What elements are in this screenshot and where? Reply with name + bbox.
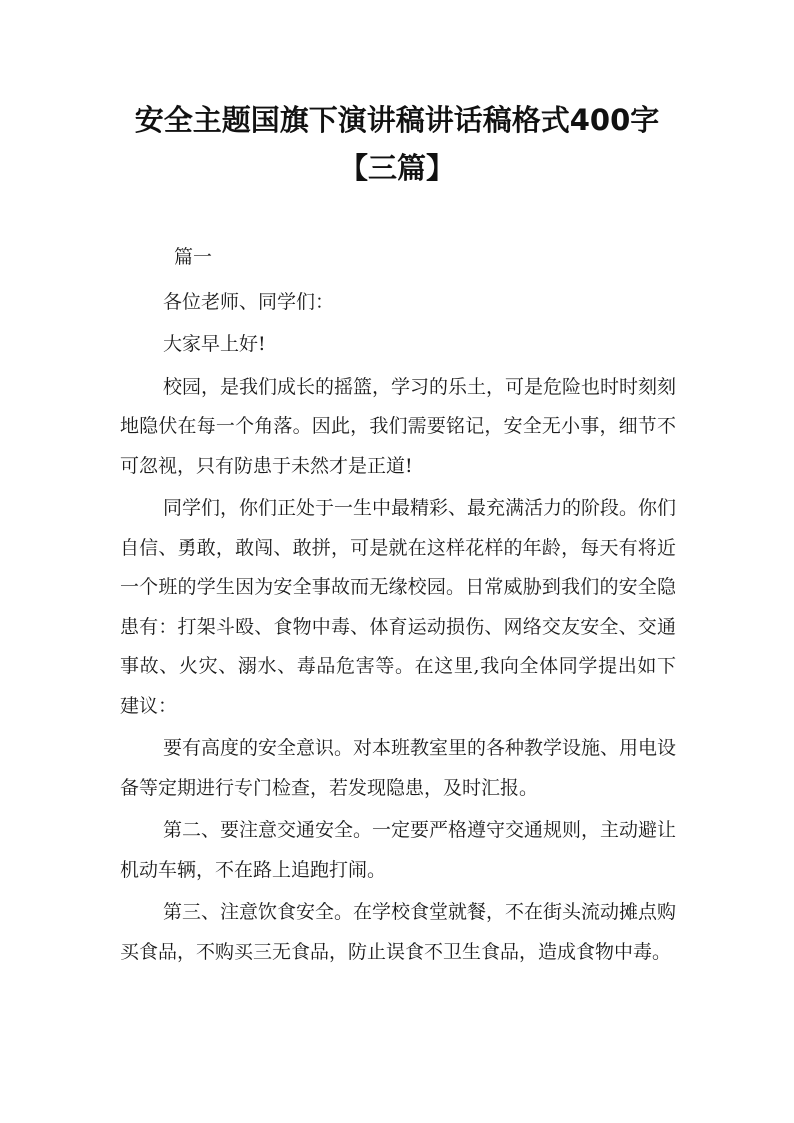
section-label: 篇一 [174, 246, 213, 268]
salutation-paragraph: 大家早上好! [163, 333, 266, 355]
body-paragraph: 要有高度的安全意识。对本班教室里的各种教学设施、用电设备等定期进行专门检查，若发现隐患，及时汇报。 [120, 737, 677, 799]
greeting-paragraph: 各位老师、同学们： [163, 290, 335, 313]
title-line-1: 安全主题国旗下演讲稿讲话稿格式400字 [134, 103, 660, 137]
body-paragraph: 校园，是我们成长的摇篮，学习的乐土，可是危险也时时刻刻地隐伏在每一个角落。因此，我们需要铭记，安全无小事，细节不可忽视，只有防患于未然才是正道! [120, 375, 677, 477]
document-title [100, 96, 694, 192]
body-paragraph: 第三、注意饮食安全。在学校食堂就餐，不在街头流动摊点购买食品，不购买三无食品，防止误食不卫生食品，造成食物中毒。 [120, 901, 677, 963]
body-paragraph: 第二、要注意交通安全。一定要严格遵守交通规则，主动避让机动车辆，不在路上追跑打闹。 [120, 819, 677, 881]
document-body [120, 238, 676, 975]
title-line-2: 【三篇】 [338, 151, 455, 185]
body-paragraph: 同学们，你们正处于一生中最精彩、最充满活力的阶段。你们自信、勇敢，敢闯、敢拼，可是就在这样花样的年龄，每天有将近一个班的学生因为安全事故而无缘校园。日常威胁到我们的安全隐患有：打架斗殴、食物中毒、体育运动损伤、网络交友安全、交通事故、火灾、溺水、毒品危害等。在这里,我向全体同学提出如下建议： [120, 497, 677, 717]
